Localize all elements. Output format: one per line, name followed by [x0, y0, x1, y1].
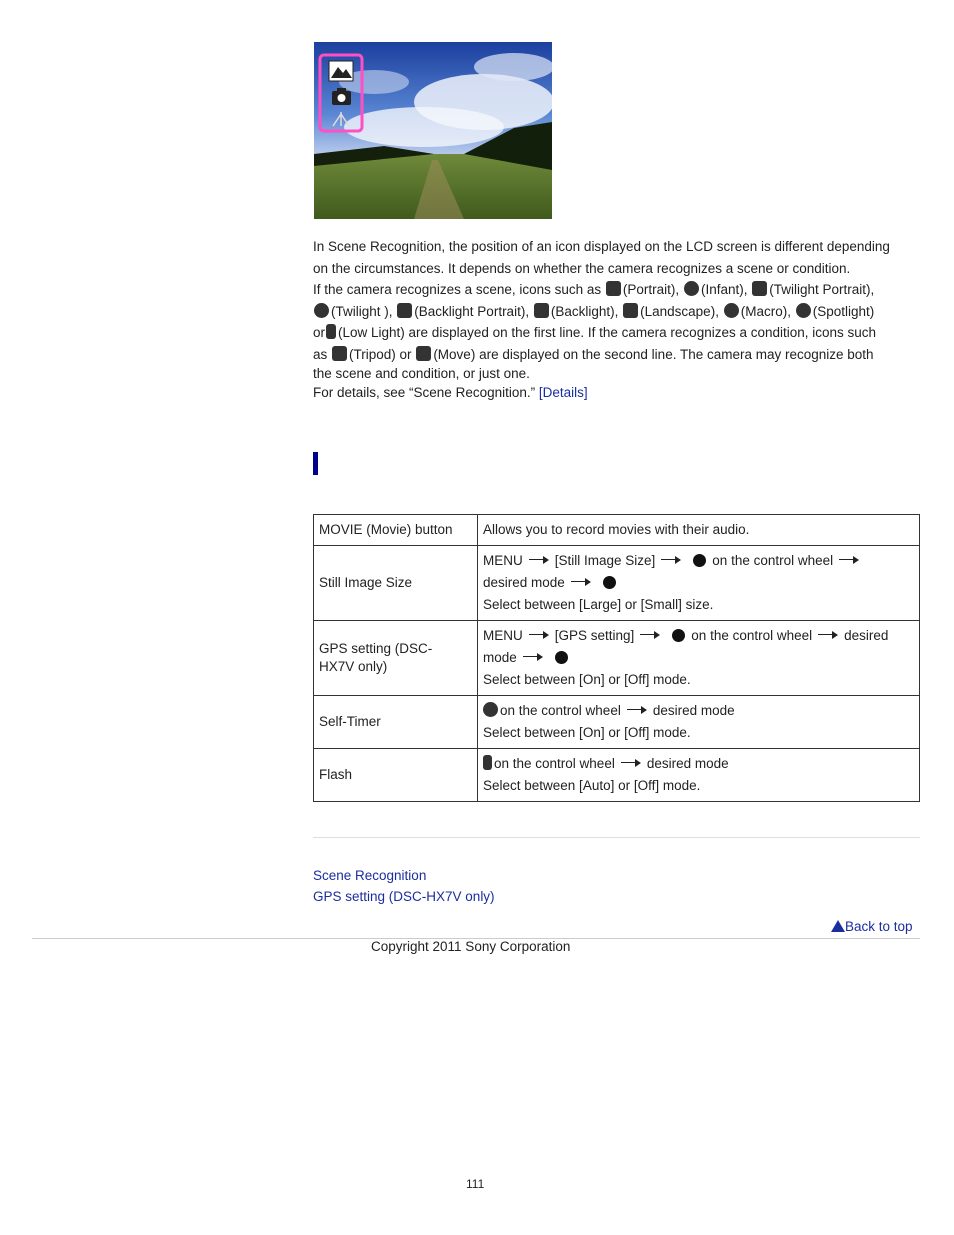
landscape-icon: [623, 303, 638, 318]
intro-line: In Scene Recognition, the position of an icon displayed on the LCD screen is different depending: [313, 239, 890, 254]
row-label: Still Image Size: [314, 546, 478, 621]
infant-icon: [684, 281, 699, 296]
row-label: Flash: [314, 749, 478, 802]
arrow-icon: [621, 759, 641, 767]
center-button-icon: [672, 629, 685, 642]
twilight-icon: [314, 303, 329, 318]
backlight-portrait-icon: [397, 303, 412, 318]
arrow-icon: [529, 631, 549, 639]
row-label: GPS setting (DSC-HX7V only): [314, 621, 478, 696]
row-label: MOVIE (Movie) button: [314, 515, 478, 546]
copyright: Copyright 2011 Sony Corporation: [371, 939, 571, 954]
center-button-icon: [603, 576, 616, 589]
table-row: [314, 749, 920, 802]
arrow-icon: [818, 631, 838, 639]
back-to-top-link[interactable]: Back to top: [831, 919, 913, 934]
settings-table: [313, 514, 920, 802]
intro-line: the scene and condition, or just one.: [313, 366, 530, 381]
spotlight-icon: [796, 303, 811, 318]
details-link[interactable]: [Details]: [538, 385, 588, 400]
flash-icon: [483, 755, 492, 770]
backlight-icon: [534, 303, 549, 318]
divider: [313, 837, 920, 838]
row-description: Allows you to record movies with their audio.: [478, 515, 920, 546]
section-heading-bar: [313, 452, 318, 475]
row-description: MENU [Still Image Size] on the control wheel desired mode Select between [Large] or [Small] size.: [478, 546, 920, 621]
intro-line: on the circumstances. It depends on whether the camera recognizes a scene or condition.: [313, 260, 851, 276]
tripod-icon: [332, 346, 347, 361]
related-link-scene-recognition[interactable]: Scene Recognition: [313, 868, 427, 883]
intro-line: or (Low Light) are displayed on the first line. If the camera recognizes a condition, icons such: [313, 325, 877, 340]
row-label: Self-Timer: [314, 696, 478, 749]
arrow-icon: [627, 706, 647, 714]
center-button-icon: [693, 554, 706, 567]
intro-line: For details, see “Scene Recognition.” [Details]: [313, 385, 588, 400]
scene-recognition-photo: [314, 42, 552, 219]
intro-line: as (Tripod) or (Move) are displayed on the second line. The camera may recognize both: [313, 346, 874, 362]
related-link-gps-setting[interactable]: GPS setting (DSC-HX7V only): [313, 889, 495, 904]
arrow-icon: [571, 578, 591, 586]
row-description: on the control wheel desired mode Select between [Auto] or [Off] mode.: [478, 749, 920, 802]
row-description: on the control wheel desired mode Select between [On] or [Off] mode.: [478, 696, 920, 749]
arrow-icon: [661, 556, 681, 564]
low-light-icon: [326, 324, 336, 339]
row-description: MENU [GPS setting] on the control wheel desired mode Select between [On] or [Off] mode.: [478, 621, 920, 696]
intro-paragraph: [313, 236, 919, 403]
center-button-icon: [555, 651, 568, 664]
arrow-icon: [523, 653, 543, 661]
arrow-icon: [640, 631, 660, 639]
intro-line: (Twilight ), (Backlight Portrait), (Backlight), (Landscape), (Macro), (Spotlight): [313, 301, 919, 323]
page-number: 111: [466, 1177, 485, 1191]
macro-icon: [724, 303, 739, 318]
self-timer-icon: [483, 702, 498, 717]
arrow-icon: [839, 556, 859, 564]
portrait-icon: [606, 281, 621, 296]
up-triangle-icon: [831, 920, 845, 932]
twilight-portrait-icon: [752, 281, 767, 296]
table-row: [314, 515, 920, 546]
table-row: [314, 621, 920, 696]
arrow-icon: [529, 556, 549, 564]
intro-line: If the camera recognizes a scene, icons such as (Portrait), (Infant), (Twilight Portrait),: [313, 282, 875, 297]
move-icon: [416, 346, 431, 361]
table-row: [314, 546, 920, 621]
table-row: [314, 696, 920, 749]
